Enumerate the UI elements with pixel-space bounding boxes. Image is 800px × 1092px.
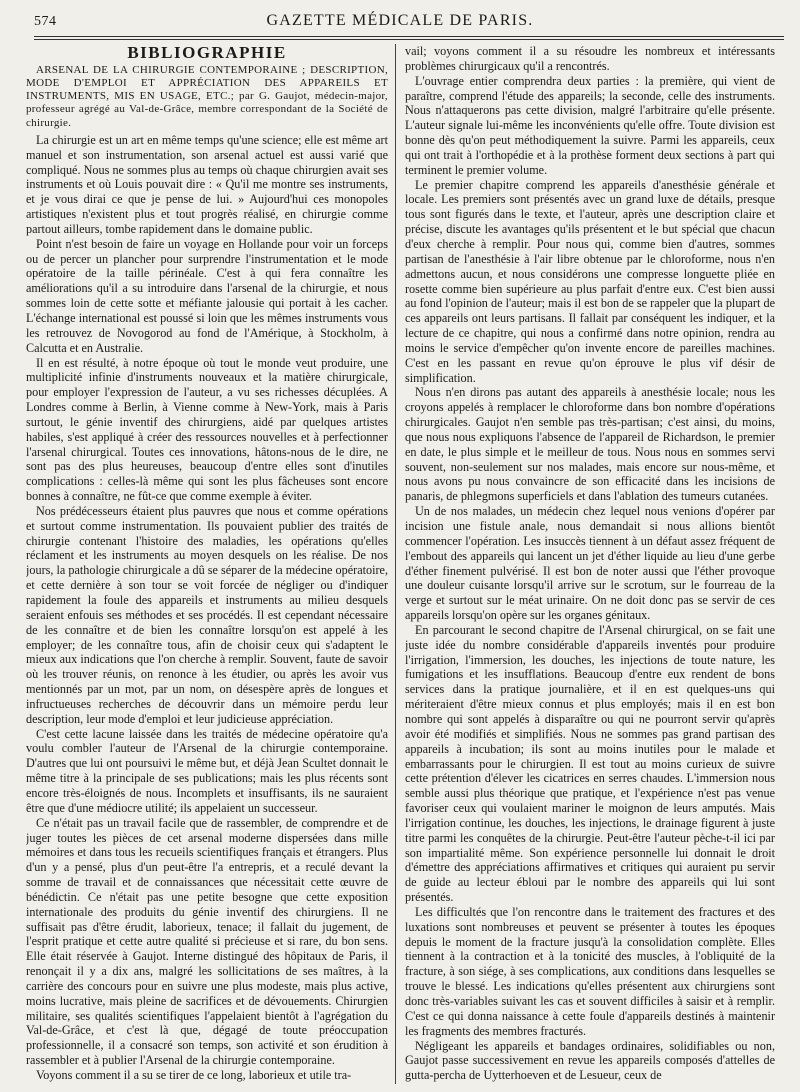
paragraph: Nos prédécesseurs étaient plus pauvres que nous et comme opérations et surtout comme instrumentation. Ils pouvaient publier des traités de chirurgie contenant l'histoire des maladies, les opérations qu'elles réclament et les instruments au moyen desquels on les réalise. De nos jours, la pathologie chirurgicale a dû se séparer de la médecine opératoire, et cette dernière à son tour se voit forcée de négliger ou d'indiquer rapidement la foule des appareils et instruments au milieu desquels seraient enfouis ses méthodes et ses procédés. Il est cependant nécessaire de les connaître et de bien les connaître lorsqu'on est appelé à les employer; de les connaître tous, afin de choisir ceux qui s'adaptent le mieux aux indications que l'on cherche à remplir. Souvent, faute de savoir où les trouver réunis, on renonce à les étudier, ou après les avoir vus mentionnés par un mot, par un nom, on désespère après de longues et infructueuses recherches de découvrir dans un mémoire perdu leur description, leur mode d'emploi et leur judicieuse appréciation. <box>26 503 388 726</box>
header-rule <box>34 36 784 40</box>
book-title: ARSENAL DE LA CHIRURGIE CONTEMPORAINE ; DESCRIPTION, MODE D'EMPLOI ET APPRÉCIATION DES APPAREILS ET INSTRUMENTS, MIS EN USAGE, ETC.; <box>26 63 388 103</box>
paragraph: La chirurgie est un art en même temps qu'une science; elle est même art manuel et son instrumentation, son arsenal actuel est aussi varié que compliqué. Nous ne sommes plus au temps où chaque chirurgien avait ses instruments et où Louis pouvait dire : « Qu'il me montre ses instruments, et je vous dirai ce que je pense de lui. » Aujourd'hui ces monopoles artistiques n'existent plus et tout progrès réalisé, en chirurgie comme partout ailleurs, tombe rapidement dans le domaine public. <box>26 132 388 236</box>
paragraph: Les difficultés que l'on rencontre dans le traitement des fractures et des luxations sont nombreuses et peuvent se présenter à toutes les époques depuis le moment de la fracture jusqu'à la consolidation complète. Elles tiennent à la contraction et à la tonicité des muscles, à l'obliquité de la fracture, à son siége, à ses complications, aux conditions dans lesquelles se trouve le blessé. Les indications qu'elles présentent aux chirurgiens sont donc très-variables suivant les cas et souvent difficiles à saisir et à remplir. C'est ce qui donna naissance à cette foule d'appareils destinés à maintenir les fragments des membres fracturés. <box>405 904 775 1038</box>
paragraph: Le premier chapitre comprend les appareils d'anesthésie générale et locale. Les premiers sont présentés avec un grand luxe de détails, presque tous sont figurés dans le texte, et l'auteur, après une description claire et précise, discute les avantages qu'ils présentent et le but spécial que chacun d'eux cherche à remplir. Pour nous qui, comme bien d'autres, sommes partisan de l'anesthésie à l'air libre obtenue par le chloroforme, nous n'en admettons aucun, et nous considérons une compresse longuette pliée en rosette comme bien supérieure au plus parfait d'entre eux. C'est bien aussi au fond l'opinion de l'auteur; mais il est bon de se rappeler que la plupart de ces appareils ont leurs partisans. Il fallait par conséquent les indiquer, et la lecture de ce chapitre, qui nous a confirmé dans notre opinion, rendra au moins le service d'empêcher qu'on invente encore de pareilles machines. C'est en les passant en revue qu'on éprouve le plus vif désir de simplification. <box>405 177 775 385</box>
paragraph: L'ouvrage entier comprendra deux parties : la première, qui vient de paraître, comprend l'étude des appareils; la seconde, celle des instruments. Nous n'attaquerons pas cette division, malgré l'arbitraire qu'elle présente. L'auteur signale lui-même les inconvénients qu'elle offre. Toute division est bonne dès qu'on peut méthodiquement la suivre. Parmi les appareils, ceux qui ont trait à l'orthopédie et à la prothèse forment deux sections à part qui terminent le premier volume. <box>405 73 775 177</box>
left-column <box>26 44 388 1086</box>
paragraph: Ce n'était pas un travail facile que de rassembler, de comprendre et de juger toutes les pièces de cet arsenal moderne dispersées dans mille mémoires et dans tous les recueils scientifiques français et étrangers. Plus d'un y a pensé, plus d'un peut-être l'a entrepris, et a reculé devant la somme de travail et de connaissances que nécessitait cette œuvre de bénédictin. Ce n'était pas une petite besogne que cette exposition internationale des produits du génie inventif des chirurgiens. Il ne suffisait pas d'être érudit, laborieux, tenace; il fallait du jugement, de l'esprit pratique et cette autre qualité si précieuse et si rare, du bon sens. Elle était réservée à Gaujot. Interne distingué des hôpitaux de Paris, il renonçait il y a dix ans, malgré les sollicitations de ses maîtres, à la carrière des concours pour en suivre une plus modeste, mais plus active, moins lucrative, mais pleine de sacrifices et de dévouements. Chirurgien militaire, ses qualités scientifiques l'appelaient bientôt à l'agrégation du Val-de-Grâce, et c'est là que, dégagé de toute préoccupation professionnelle, il a consacré son temps, son activité et son érudition à rassembler et à publier l'Arsenal de la chirurgie contemporaine. <box>26 815 388 1068</box>
paragraph: Voyons comment il a su se tirer de ce long, laborieux et utile tra- <box>36 1068 352 1083</box>
book-title-entry <box>26 64 388 130</box>
section-title: BIBLIOGRAPHIE <box>127 44 287 62</box>
paragraph: C'est cette lacune laissée dans les traités de médecine opératoire qu'a voulu combler l'auteur de l'Arsenal de la chirurgie contemporaine. D'autres que lui ont poursuivi le même but, et déjà Jean Scultet donnait le même titre à la principale de ses publications; mais les plus récents sont encore très-éloignés de nous. Incomplets et insuffisants, ils ne sauraient être que d'une médiocre utilité; ils appelaient un successeur. <box>26 726 388 815</box>
paragraph: Point n'est besoin de faire un voyage en Hollande pour voir un forceps ou de percer un plancher pour surprendre l'instrumentation et le mode opératoire de la taille périnéale. C'est à qui fera connaître les améliorations qu'il a su introduire dans l'arsenal de la chirurgie, et nous sommes loin de cette sotte et méfiante jalousie qui portait à les cacher. L'échange international est poussé si loin que les mêmes instruments vous les retrouvez de Novogorod au fond de l'Amérique, à Stockholm, à Calcutta et en Australie. <box>26 236 388 355</box>
paragraph: Un de nos malades, un médecin chez lequel nous venions d'opérer par incision une fistule anale, nous demandait si nous allions bientôt commencer l'opération. Les insuccès tiennent à un défaut assez fréquent de l'embout des appareils qui lancent un jet d'éther liquide au lieu d'une gerbe d'éther finement pulvérisé. Il est bon de noter aussi que l'éther provoque une douleur cuisante lorsqu'il arrive sur le scrotum, sur le fourreau de la verge et surtout sur le méat urinaire. On ne doit donc pas se servir de ces appareils lorsqu'on opère sur les organes génitaux. <box>405 504 775 623</box>
paragraph: Il en est résulté, à notre époque où tout le monde veut produire, une multiplicité infinie d'instruments nouveaux et la matière chirurgicale, pour employer l'expression de l'auteur, a vu ses richesses décuplées. A Londres comme à Berlin, à Vienne comme à New-York, mais à Paris surtout, le génie inventif des chirurgiens, aidé par quelques artistes habiles, s'est appliqué à créer des ressources nouvelles et à perfectionner l'arsenal chirurgical. Toutes ces innovations, hâtons-nous de le dire, ne sont pas des plus heureuses, beaucoup d'entre elles sont d'inutiles complications : celles-là même qui sont les plus fâcheuses sont encore bonnes à connaître, ne fût-ce que comme exemple à éviter. <box>26 355 388 504</box>
paragraph: Nous n'en dirons pas autant des appareils à anesthésie locale; nous les croyons appelés à remplacer le chloroforme dans bon nombre d'opérations chirurgicales. Gaujot n'en semble pas très-partisan; c'est ainsi, du moins, que nous nous expliquons l'absence de l'appareil de Richardson, le premier en date, le plus simple et le meilleur de tous. Nous nous en sommes servi souvent, non-seulement sur nos malades, mais encore sur nous-même, et nous avons pu nous convaincre de son efficacité dans les incisions de panaris, de phlegmons superficiels et dans l'ablation des tumeurs cutanées. <box>405 385 775 504</box>
paragraph: vail; voyons comment il a su résoudre les nombreux et intéressants problèmes chirurgicaux qu'il a rencontrés. <box>405 44 775 73</box>
paragraph: Négligeant les appareils et bandages ordinaires, solidifiables ou non, Gaujot passe successivement en revue les appareils composés d'attelles de gutta-percha de Uytterhoeven et de Lesueur, ceux de <box>405 1038 775 1083</box>
book-author: par G. Gaujot, médecin-major, professeur agrégé au Val-de-Grâce, membre correspondant de la Société de chirurgie. <box>26 90 388 129</box>
page-number: 574 <box>34 14 57 29</box>
paragraph: En parcourant le second chapitre de l'Arsenal chirurgical, on se fait une juste idée du nombre considérable d'appareils inventés pour produire l'irrigation, l'immersion, les douches, les injections de toute nature, les fumigations et les insufflations. Beaucoup d'entre eux rendent de bons services dans la pratique journalière, et il en est quelques-uns qui mériteraient d'être mieux connus et plus employés; mais il en est bon nombre qui sont appelés à disparaître ou qui ne pourront servir qu'après avoir été modifiés et simplifiés. Nous ne sommes pas grand partisan des appareils à incubation; ils sont au moins inutiles pour le malade et embarrassants pour le chirurgien. Il est tout au moins curieux de suivre cette prétention d'élever les cicatrices en serres chaudes. L'immersion nous semble aussi plus théorique que pratique, et l'expérience n'est pas venue favoriser ceux qui voulaient mariner le moignon de leurs amputés. Mais l'irrigation continue, les douches, les injections, le drainage figurent à juste titre parmi les conquêtes de la chirurgie. Peut-être l'auteur pèche-t-il ici par son impartialité même. Son expérience personnelle lui donnait le droit d'émettre des appréciations affirmatives et critiques qui auraient pu servir de guide au lecteur ébloui par le nombre des appareils qui lui sont présentés. <box>405 622 775 905</box>
column-divider <box>395 44 396 1084</box>
journal-title: GAZETTE MÉDICALE DE PARIS. <box>266 12 534 29</box>
right-column <box>405 44 775 1086</box>
